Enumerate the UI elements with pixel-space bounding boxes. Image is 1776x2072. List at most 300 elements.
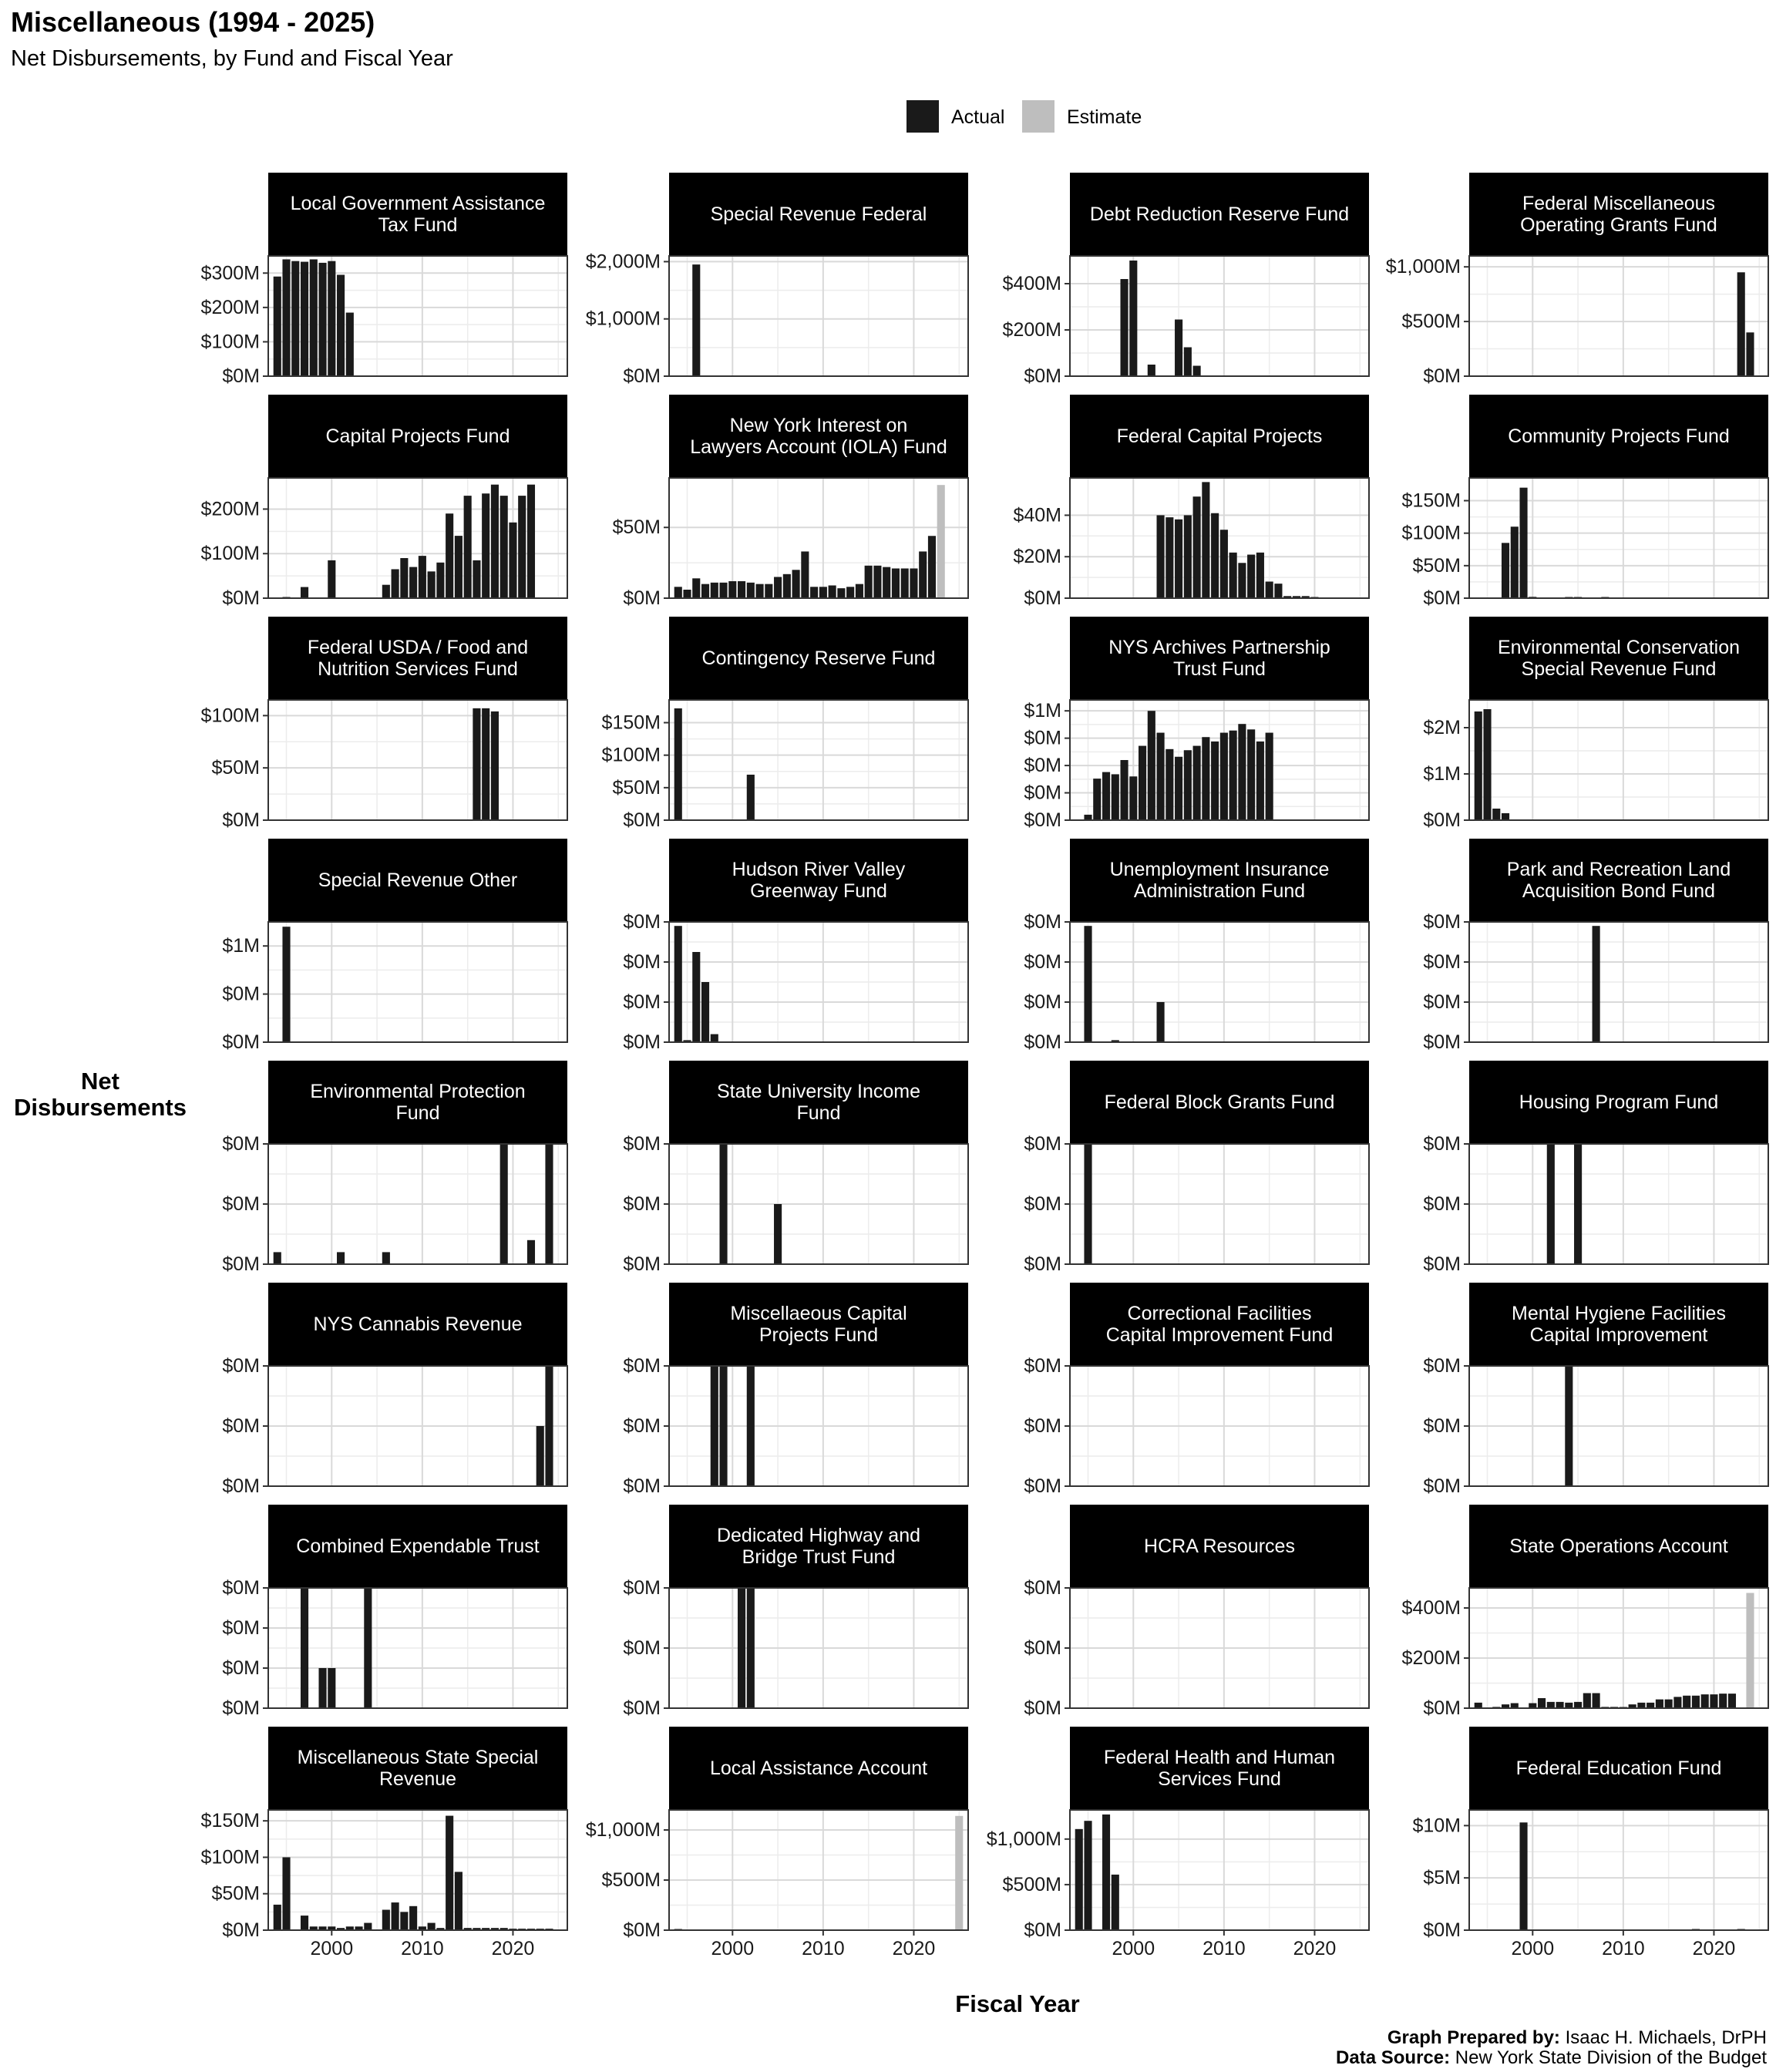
credit-prepared-label: Graph Prepared by:	[1387, 2027, 1560, 2048]
bar-actual	[1075, 1829, 1083, 1930]
facet-title: Bridge Trust Fund	[742, 1546, 896, 1568]
bar-actual	[1266, 733, 1273, 820]
y-tick-label: $0M	[222, 1475, 260, 1497]
facet-title: Federal Capital Projects	[1116, 426, 1323, 447]
y-tick-label: $0M	[1423, 1697, 1461, 1719]
bar-actual	[291, 261, 299, 376]
facet-title: Services Fund	[1158, 1768, 1281, 1790]
facet-state-university-income-fund	[623, 1061, 968, 1275]
y-tick-label: $400M	[1002, 273, 1061, 294]
y-tick-label: $0M	[1423, 1253, 1461, 1275]
y-tick-label: $0M	[623, 991, 661, 1013]
bar-actual	[683, 590, 691, 598]
facet-environmental-conservation-special-revenue-fund	[1423, 617, 1768, 831]
facet-panel	[669, 256, 968, 376]
bar-actual	[747, 1366, 755, 1486]
bar-actual	[1519, 1822, 1527, 1930]
bar-estimate	[955, 1816, 963, 1930]
x-tick-label: 2010	[1602, 1938, 1645, 1959]
bar-actual	[301, 1916, 308, 1930]
x-tick-label: 2020	[491, 1938, 535, 1959]
y-tick-label: $500M	[601, 1869, 661, 1891]
bar-actual	[1175, 520, 1182, 598]
y-tick-label: $0M	[1024, 1193, 1061, 1215]
y-tick-label: $0M	[1024, 991, 1061, 1013]
y-tick-label: $50M	[612, 776, 661, 799]
bar-actual	[274, 1905, 281, 1930]
facet-title: Unemployment Insurance	[1109, 859, 1330, 880]
bar-actual	[1574, 1144, 1582, 1264]
bar-actual	[328, 261, 335, 376]
bar-actual	[1166, 517, 1173, 598]
facet-title: NYS Archives Partnership	[1108, 637, 1330, 658]
facet-panel	[1469, 1588, 1768, 1708]
y-tick-label: $0M	[1024, 951, 1061, 973]
facet-title: Mental Hygiene Facilities	[1512, 1303, 1726, 1324]
facet-federal-miscellaneous-operating-grants-fund	[1386, 173, 1768, 387]
bar-actual	[1229, 553, 1237, 598]
bar-actual	[1211, 742, 1219, 820]
y-tick-label: $0M	[623, 587, 661, 609]
y-tick-label: $150M	[1401, 489, 1461, 512]
bar-actual	[1502, 543, 1509, 598]
bar-actual	[819, 587, 827, 598]
y-tick-label: $0M	[1024, 1697, 1061, 1719]
bar-actual	[1511, 526, 1519, 598]
facet-title: Greenway Fund	[750, 880, 887, 902]
bar-actual	[509, 523, 516, 598]
bar-actual	[1211, 513, 1219, 598]
bar-actual	[711, 583, 718, 598]
facet-title: Federal Block Grants Fund	[1104, 1092, 1335, 1113]
bar-actual	[455, 1872, 462, 1930]
bar-actual	[464, 496, 472, 598]
bar-actual	[892, 568, 900, 598]
y-tick-label: $0M	[222, 1657, 260, 1679]
bar-actual	[1737, 272, 1745, 376]
bar-actual	[719, 583, 727, 598]
facet-title: State University Income	[717, 1081, 920, 1102]
bar-actual	[282, 927, 290, 1042]
x-tick-label: 2020	[1293, 1938, 1337, 1959]
bar-actual	[409, 567, 417, 598]
bar-actual	[1102, 1815, 1110, 1930]
facet-dedicated-highway-and-bridge-trust-fund	[623, 1505, 968, 1719]
facet-panel	[1469, 1810, 1768, 1930]
y-tick-label: $150M	[601, 711, 661, 734]
bar-actual	[282, 1857, 290, 1930]
bar-actual	[1256, 553, 1264, 598]
bar-actual	[765, 584, 772, 598]
y-tick-label: $0M	[1024, 1577, 1061, 1599]
bar-actual	[674, 926, 682, 1042]
y-tick-label: $1M	[222, 935, 260, 957]
bar-estimate	[1746, 1593, 1754, 1709]
facet-correctional-facilities-capital-improvement-fund	[1024, 1283, 1369, 1497]
y-tick-label: $100M	[200, 705, 260, 727]
y-tick-label: $0M	[1024, 587, 1061, 609]
y-tick-label: $0M	[1423, 1133, 1461, 1155]
bar-actual	[910, 568, 917, 598]
y-tick-label: $1,000M	[986, 1828, 1061, 1850]
facet-title: Lawyers Account (IOLA) Fund	[690, 436, 947, 458]
facet-title: Federal Miscellaneous	[1522, 193, 1716, 214]
facet-title: Fund	[796, 1102, 841, 1124]
facet-title: Tax Fund	[378, 214, 458, 236]
bar-actual	[301, 1588, 308, 1708]
facet-title: Federal USDA / Food and	[307, 637, 529, 658]
bar-actual	[409, 1906, 417, 1930]
bar-actual	[1646, 1703, 1654, 1708]
y-tick-label: $1M	[1423, 763, 1461, 785]
y-tick-label: $0M	[623, 365, 661, 387]
facet-local-assistance-account	[586, 1727, 968, 1959]
facet-title: New York Interest on	[729, 415, 908, 436]
y-tick-label: $0M	[222, 1355, 260, 1377]
bar-actual	[1502, 813, 1509, 820]
bar-actual	[419, 556, 426, 598]
bar-actual	[392, 1902, 399, 1930]
facet-title: Nutrition Services Fund	[318, 658, 518, 680]
y-tick-label: $0M	[222, 1253, 260, 1275]
bar-actual	[1084, 926, 1092, 1042]
x-tick-label: 2000	[310, 1938, 354, 1959]
bar-actual	[674, 587, 682, 598]
y-tick-label: $0M	[222, 587, 260, 609]
facet-panel	[268, 922, 567, 1042]
bar-actual	[1193, 366, 1201, 377]
y-tick-label: $0M	[1423, 1031, 1461, 1053]
bar-actual	[346, 313, 354, 376]
y-tick-label: $0M	[623, 1253, 661, 1275]
bar-actual	[1637, 1703, 1645, 1708]
y-tick-label: $0M	[1024, 1475, 1061, 1497]
bar-actual	[1084, 1144, 1092, 1264]
facet-title: Community Projects Fund	[1508, 426, 1730, 447]
y-tick-label: $0M	[623, 1697, 661, 1719]
y-tick-label: $50M	[211, 757, 260, 779]
y-tick-label: $200M	[1002, 319, 1061, 341]
bar-actual	[436, 563, 444, 598]
bar-actual	[428, 571, 436, 598]
x-tick-label: 2020	[1692, 1938, 1736, 1959]
bar-actual	[1157, 733, 1165, 820]
legend-label-estimate: Estimate	[1067, 106, 1142, 128]
bar-actual	[400, 558, 408, 598]
chart-subtitle: Net Disbursements, by Fund and Fiscal Year	[11, 46, 453, 71]
bar-actual	[274, 1252, 281, 1264]
bar-actual	[774, 1204, 782, 1264]
facet-title: Operating Grants Fund	[1520, 214, 1717, 236]
facet-title: Hudson River Valley	[732, 859, 906, 880]
facet-federal-education-fund	[1412, 1727, 1768, 1959]
bar-actual	[846, 587, 854, 598]
y-tick-label: $0M	[1423, 951, 1461, 973]
bar-actual	[392, 569, 399, 598]
y-tick-label: $2,000M	[585, 251, 661, 273]
bar-actual	[1593, 1694, 1600, 1709]
x-tick-label: 2000	[1511, 1938, 1555, 1959]
y-tick-label: $0M	[222, 1697, 260, 1719]
y-tick-label: $0M	[1423, 1415, 1461, 1437]
bar-actual	[1202, 737, 1209, 820]
facet-nys-archives-partnership-trust-fund	[1024, 617, 1369, 831]
y-tick-label: $10M	[1412, 1815, 1461, 1837]
x-tick-label: 2010	[1202, 1938, 1246, 1959]
credit-prepared-by	[1388, 2027, 1767, 2049]
bar-actual	[747, 583, 755, 598]
chart-title: Miscellaneous (1994 - 2025)	[11, 6, 375, 38]
y-tick-label: $0M	[1024, 365, 1061, 387]
y-tick-label: $0M	[1024, 1133, 1061, 1155]
y-tick-label: $0M	[222, 365, 260, 387]
bar-actual	[856, 584, 863, 598]
bar-actual	[1565, 1703, 1572, 1708]
facet-unemployment-insurance-administration-fund	[1024, 839, 1369, 1053]
bar-actual	[756, 584, 764, 598]
facet-title: Federal Education Fund	[1515, 1758, 1722, 1779]
bar-actual	[491, 485, 499, 598]
bar-actual	[1238, 563, 1246, 598]
y-tick-label: $0M	[623, 1919, 661, 1941]
bar-actual	[428, 1923, 436, 1930]
y-tick-label: $2M	[1423, 717, 1461, 738]
facet-panel	[268, 700, 567, 820]
y-tick-label: $0M	[1423, 991, 1461, 1013]
bar-actual	[801, 551, 809, 598]
bar-actual	[1256, 742, 1264, 820]
y-tick-label: $0M	[623, 1637, 661, 1659]
bar-actual	[1746, 332, 1754, 376]
bar-actual	[473, 708, 480, 820]
bar-actual	[883, 567, 890, 598]
bar-actual	[301, 262, 308, 376]
facet-contingency-reserve-fund	[602, 617, 968, 831]
facet-title: Local Assistance Account	[709, 1758, 928, 1779]
y-tick-label: $0M	[1423, 911, 1461, 933]
y-tick-label: $1,000M	[585, 1819, 661, 1841]
bar-actual	[1538, 1698, 1546, 1708]
y-tick-label: $0M	[222, 809, 260, 831]
y-tick-label: $20M	[1013, 546, 1061, 568]
facet-title: Capital Improvement	[1529, 1324, 1708, 1346]
bar-actual	[711, 1034, 718, 1042]
bar-actual	[692, 952, 700, 1042]
bar-actual	[382, 1252, 390, 1264]
bar-actual	[545, 1144, 553, 1264]
facet-federal-usda-food-and-nutrition-services-fund	[201, 617, 567, 831]
facet-title: NYS Cannabis Revenue	[313, 1314, 523, 1335]
bar-actual	[527, 485, 535, 598]
bar-actual	[1475, 1703, 1482, 1708]
bar-actual	[1483, 709, 1491, 820]
bar-actual	[500, 1144, 508, 1264]
bar-actual	[1665, 1700, 1673, 1708]
facet-miscellaeous-capital-projects-fund	[623, 1283, 968, 1497]
y-tick-label: $0M	[222, 1193, 260, 1215]
y-tick-label: $0M	[222, 1031, 260, 1053]
bar-actual	[328, 560, 335, 598]
facet-title: Park and Recreation Land	[1506, 859, 1731, 880]
bar-actual	[1129, 261, 1137, 376]
bar-actual	[701, 982, 709, 1042]
bar-actual	[1247, 729, 1255, 820]
bar-actual	[337, 1252, 345, 1264]
facet-title: Environmental Conservation	[1497, 637, 1741, 658]
bar-actual	[382, 1910, 390, 1930]
bar-actual	[928, 536, 936, 598]
facet-park-and-recreation-land-acquisition-bond-fund	[1423, 839, 1768, 1053]
facet-title: Projects Fund	[758, 1324, 879, 1346]
bar-actual	[1112, 1875, 1119, 1930]
facet-local-government-assistance-tax-fund	[201, 173, 567, 387]
bar-actual	[382, 585, 390, 598]
bar-actual	[837, 588, 845, 598]
facet-state-operations-account	[1402, 1505, 1768, 1719]
bar-actual	[500, 496, 508, 598]
bar-actual	[1129, 776, 1137, 820]
y-tick-label: $0M	[623, 911, 661, 933]
bar-actual	[1229, 731, 1237, 820]
bar-actual	[527, 1240, 535, 1264]
facet-community-projects-fund	[1402, 395, 1768, 609]
bar-actual	[482, 493, 489, 598]
bar-actual	[491, 711, 499, 820]
bar-actual	[783, 574, 791, 598]
y-tick-label: $0M	[1024, 1355, 1061, 1377]
y-tick-label: $500M	[1401, 311, 1461, 333]
bar-actual	[674, 708, 682, 820]
facet-hcra-resources	[1024, 1505, 1369, 1719]
bar-actual	[1193, 746, 1201, 820]
y-tick-label: $0M	[1024, 1637, 1061, 1659]
facet-hudson-river-valley-greenway-fund	[623, 839, 968, 1053]
bar-actual	[1157, 1002, 1165, 1042]
bar-actual	[719, 1366, 727, 1486]
bar-actual	[1238, 724, 1246, 820]
bar-actual	[310, 259, 318, 376]
bar-actual	[337, 275, 345, 376]
facet-special-revenue-other	[222, 839, 567, 1053]
bar-actual	[1492, 809, 1500, 820]
bar-actual	[1193, 496, 1201, 598]
bar-actual	[711, 1366, 718, 1486]
bar-actual	[1547, 1702, 1555, 1708]
y-tick-label: $0M	[1423, 587, 1461, 609]
bar-actual	[747, 1588, 755, 1708]
bar-actual	[1574, 1702, 1582, 1708]
bar-actual	[1519, 488, 1527, 598]
bar-actual	[1184, 348, 1192, 377]
bar-actual	[282, 259, 290, 376]
y-tick-label: $0M	[623, 809, 661, 831]
bar-actual	[728, 581, 736, 598]
bar-actual	[1148, 365, 1155, 376]
y-tick-label: $0M	[623, 951, 661, 973]
x-tick-label: 2020	[892, 1938, 936, 1959]
bar-actual	[1157, 515, 1165, 598]
y-tick-label: $50M	[1412, 554, 1461, 577]
facet-title: State Operations Account	[1509, 1536, 1728, 1557]
y-tick-label: $0M	[222, 1577, 260, 1599]
bar-estimate	[937, 485, 945, 598]
y-tick-label: $0M	[1423, 1355, 1461, 1377]
y-tick-label: $0M	[623, 1355, 661, 1377]
bar-actual	[1673, 1697, 1681, 1708]
y-tick-label: $400M	[1401, 1597, 1461, 1619]
bar-actual	[545, 1366, 553, 1486]
bar-actual	[774, 577, 782, 598]
y-tick-label: $5M	[1423, 1867, 1461, 1889]
bar-actual	[1556, 1702, 1564, 1708]
bar-actual	[1139, 746, 1146, 820]
bar-actual	[328, 1668, 335, 1708]
bar-actual	[1220, 530, 1228, 598]
bar-actual	[701, 584, 709, 598]
facet-panel	[669, 1810, 968, 1930]
facet-special-revenue-federal	[586, 173, 968, 387]
bar-actual	[1175, 757, 1182, 820]
y-tick-label: $0M	[1024, 727, 1061, 749]
facet-title: HCRA Resources	[1144, 1536, 1295, 1557]
bar-actual	[1728, 1694, 1736, 1708]
bar-actual	[301, 587, 308, 598]
bar-actual	[446, 513, 453, 598]
facet-title: Revenue	[378, 1768, 457, 1790]
y-tick-label: $200M	[200, 296, 260, 318]
bar-actual	[473, 560, 480, 598]
bar-actual	[1120, 760, 1128, 820]
bar-actual	[1102, 772, 1110, 820]
facet-title: Dedicated Highway and	[716, 1525, 921, 1546]
facet-combined-expendable-trust	[222, 1505, 567, 1719]
bar-actual	[364, 1923, 372, 1930]
y-tick-label: $0M	[1423, 1919, 1461, 1941]
bar-actual	[719, 1144, 727, 1264]
bar-actual	[1148, 711, 1155, 820]
x-tick-label: 2010	[401, 1938, 444, 1959]
bar-actual	[1175, 320, 1182, 377]
y-tick-label: $0M	[1024, 755, 1061, 777]
y-tick-label: $0M	[623, 1475, 661, 1497]
facet-title: Debt Reduction Reserve Fund	[1089, 204, 1350, 225]
facet-title: Local Government Assistance	[290, 193, 546, 214]
y-tick-label: $0M	[1024, 1253, 1061, 1275]
bar-actual	[364, 1588, 372, 1708]
bar-actual	[1565, 1366, 1572, 1486]
facet-title: Administration Fund	[1133, 880, 1306, 902]
x-tick-label: 2000	[711, 1938, 755, 1959]
bar-actual	[1719, 1694, 1727, 1708]
legend-label-actual: Actual	[951, 106, 1005, 128]
y-tick-label: $0M	[1024, 1031, 1061, 1053]
bar-actual	[274, 277, 281, 376]
bar-actual	[1593, 926, 1600, 1042]
bar-actual	[1583, 1694, 1591, 1709]
bar-actual	[1247, 555, 1255, 598]
bar-actual	[1166, 749, 1173, 820]
bar-actual	[1701, 1694, 1709, 1708]
bar-actual	[1710, 1694, 1717, 1708]
bar-actual	[1547, 1144, 1555, 1264]
y-tick-label: $0M	[1423, 809, 1461, 831]
y-tick-label: $0M	[623, 1031, 661, 1053]
facet-title: Capital Improvement Fund	[1105, 1324, 1334, 1346]
bar-actual	[455, 536, 462, 598]
facet-housing-program-fund	[1423, 1061, 1768, 1275]
bar-actual	[318, 1668, 326, 1708]
facet-nys-cannabis-revenue	[222, 1283, 567, 1497]
